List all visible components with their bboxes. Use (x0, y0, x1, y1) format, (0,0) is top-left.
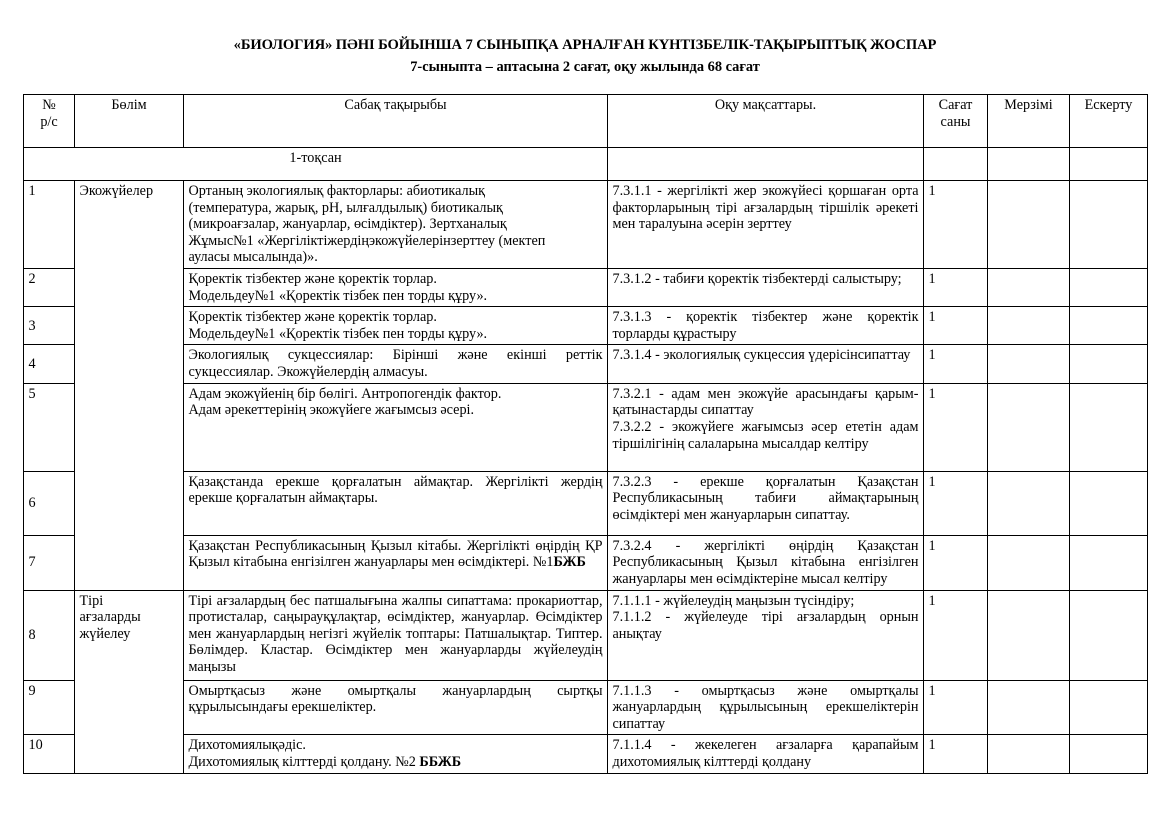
lesson-topic: Қазақстанда ерекше қорғалатын аймақтар. Жергілікті жердің ерекше қорғалатын аймақтары. (183, 471, 607, 535)
header-hours-line1: Сағат (938, 96, 973, 113)
header-number-line1: № (42, 96, 56, 113)
assessment-marker: БЖБ (553, 554, 586, 571)
lesson-topic: Тірі ағзалардың бес патшалығына жалпы сипаттама: прокариоттар, протисталар, саңырауқұлақтар, өсімдіктер, жануарлар. Өсімдіктер мен жануарлардың негізгі жүйелік топтары: Патшалықтар. Типтер. Бөлімдер. Кластар. Өсімдіктер мен жануарларды жүйелеудің маңызы (183, 590, 607, 680)
topic-line: Қоректік тізбектер және қоректік торлар. (188, 309, 437, 326)
row-number: 7 (23, 535, 74, 590)
row-number: 3 (23, 307, 74, 345)
table-row (23, 535, 1147, 590)
lesson-topic (183, 735, 607, 773)
quarter-objectives-cell (607, 147, 923, 180)
lesson-topic (183, 180, 607, 268)
note-cell (1069, 307, 1147, 345)
row-number: 10 (23, 735, 74, 773)
table-row (23, 471, 1147, 535)
note-cell (1069, 535, 1147, 590)
objective-line: 7.3.2.1 - адам мен экожүйе арасындағы қарым-қатынастарды сипаттау (612, 385, 919, 419)
row-number: 2 (23, 269, 74, 307)
hours-count: 1 (923, 269, 987, 307)
topic-line (189, 754, 603, 771)
section-line: Тірі (79, 592, 104, 609)
lesson-topic (183, 535, 607, 590)
hours-count: 1 (923, 590, 987, 680)
assessment-marker: ББЖБ (419, 753, 462, 770)
hours-count: 1 (923, 180, 987, 268)
header-cell-hours (923, 94, 987, 147)
calendar-thematic-plan-table (23, 94, 1148, 774)
term-cell (987, 383, 1069, 471)
note-cell (1069, 590, 1147, 680)
topic-line: Жұмыс№1 «Жергіліктіжердіңэкожүйелерінзерттеу (мектеп (188, 232, 546, 249)
lesson-topic: Омыртқасыз және омыртқалы жануарлардың сыртқы құрылысындағы ерекшеліктер. (183, 680, 607, 735)
topic-line-text: Дихотомиялық кілттерді қолдану. №2 (188, 753, 420, 770)
table-header-row (23, 94, 1147, 147)
header-cell-topic: Сабақ тақырыбы (183, 94, 607, 147)
quarter-hours-cell (923, 147, 987, 180)
lesson-topic (183, 269, 607, 307)
term-cell (987, 180, 1069, 268)
header-cell-note: Ескерту (1069, 94, 1147, 147)
table-row (23, 735, 1147, 773)
quarter-label: 1-тоқсан (23, 147, 607, 180)
topic-line: Модельдеу№1 «Қоректік тізбек пен торды құру». (188, 287, 488, 304)
learning-objectives (607, 590, 923, 680)
hours-count: 1 (923, 471, 987, 535)
section-line: жүйелеу (79, 625, 131, 642)
lesson-topic (183, 307, 607, 345)
hours-count: 1 (923, 680, 987, 735)
header-cell-number (23, 94, 74, 147)
header-hours-line2: саны (940, 113, 971, 130)
table-row (23, 345, 1147, 383)
header-number-line2: р/с (40, 113, 58, 130)
term-cell (987, 680, 1069, 735)
header-cell-objectives: Оқу мақсаттары. (607, 94, 923, 147)
table-row (23, 680, 1147, 735)
table-row (23, 383, 1147, 471)
hours-count: 1 (923, 345, 987, 383)
row-number: 5 (23, 383, 74, 471)
table-row (23, 307, 1147, 345)
row-number: 4 (23, 345, 74, 383)
topic-line: Адам әрекеттерінің экожүйеге жағымсыз әсері. (188, 402, 475, 419)
quarter-note-cell (1069, 147, 1147, 180)
table-row (23, 269, 1147, 307)
term-cell (987, 735, 1069, 773)
topic-line: Қазақстан Республикасының Қызыл кітабы. Жергілікті өңірдің ҚР Қызыл кітабына енгізілген жануарлары мен өсімдіктері. №1 (188, 537, 603, 571)
objective-line: 7.3.2.2 - экожүйеге жағымсыз әсер ететін адам тіршілігінің салаларына мысалдар келтіру (612, 418, 919, 452)
note-cell (1069, 180, 1147, 268)
topic-line: Қоректік тізбектер және қоректік торлар. (188, 271, 437, 288)
learning-objectives: 7.1.1.4 - жекелеген ағзаларға қарапайым дихотомиялық кілттерді қолдану (607, 735, 923, 773)
note-cell (1069, 269, 1147, 307)
topic-line: (температура, жарық, рН, ылғалдылық) биотикалық (188, 199, 503, 216)
row-number: 1 (23, 180, 74, 268)
hours-count: 1 (923, 535, 987, 590)
table-row (23, 590, 1147, 680)
term-cell (987, 471, 1069, 535)
topic-line: Адам экожүйенің бір бөлігі. Антропогендік фактор. (188, 385, 502, 402)
lesson-topic: Экологиялық сукцессиялар: Бірінші және екінші реттік сукцессиялар. Экожүйелердің алмасуы. (183, 345, 607, 383)
note-cell (1069, 345, 1147, 383)
topic-line: Модельдеу№1 «Қоректік тізбек пен торды құру». (188, 325, 488, 342)
topic-line: ауласы мысалында)». (188, 249, 318, 266)
header-cell-term: Мерзімі (987, 94, 1069, 147)
hours-count: 1 (923, 735, 987, 773)
section-cell-ecosystems: Экожүйелер (74, 180, 183, 590)
note-cell (1069, 735, 1147, 773)
note-cell (1069, 680, 1147, 735)
quarter-divider-row (23, 147, 1147, 180)
learning-objectives: 7.3.2.4 - жергілікті өңірдің Қазақстан Республикасының Қызыл кітабына енгізілген жануарлары мен өсімдіктеріне мысал келтіру (607, 535, 923, 590)
row-number: 9 (23, 680, 74, 735)
section-line: ағзаларды (79, 609, 141, 626)
section-cell-classification (74, 590, 183, 773)
learning-objectives: 7.1.1.3 - омыртқасыз және омыртқалы жануарлардың құрылысының ерекшеліктерін сипаттау (607, 680, 923, 735)
term-cell (987, 535, 1069, 590)
hours-count: 1 (923, 383, 987, 471)
term-cell (987, 590, 1069, 680)
term-cell (987, 345, 1069, 383)
note-cell (1069, 383, 1147, 471)
lesson-topic (183, 383, 607, 471)
document-title: «БИОЛОГИЯ» ПӘНІ БОЙЫНША 7 СЫНЫПҚА АРНАЛҒАН КҮНТІЗБЕЛІК-ТАҚЫРЫПТЫҚ ЖОСПАР (233, 37, 937, 53)
objective-line: 7.1.1.1 - жүйелеудің маңызын түсіндіру; (612, 592, 855, 609)
note-cell (1069, 471, 1147, 535)
topic-line: Ортаның экологиялық факторлары: абиотикалық (188, 182, 486, 199)
learning-objectives: 7.3.1.2 - табиғи қоректік тізбектерді салыстыру; (607, 269, 923, 307)
learning-objectives: 7.3.1.1 - жергілікті жер экожүйесі қоршаған орта факторларының тірі ағзалардың тіршілік әрекеті мен таралуына әсерін зерттеу (607, 180, 923, 268)
objective-line: 7.1.1.2 - жүйелеуде тірі ағзалардың орнын анықтау (612, 609, 919, 642)
quarter-term-cell (987, 147, 1069, 180)
row-number: 8 (23, 590, 74, 680)
learning-objectives: 7.3.1.3 - қоректік тізбектер және қоректік торларды құрастыру (607, 307, 923, 345)
row-number: 6 (23, 471, 74, 535)
learning-objectives (607, 383, 923, 471)
learning-objectives: 7.3.1.4 - экологиялық сукцессия үдерісінсипаттау (607, 345, 923, 383)
header-cell-section: Бөлім (74, 94, 183, 147)
learning-objectives: 7.3.2.3 - ерекше қорғалатын Қазақстан Республикасының табиғи аймақтарының өсімдіктері мен жануарларын сипаттау. (607, 471, 923, 535)
topic-line: (микроағзалар, жануарлар, өсімдіктер). Зертханалық (188, 216, 507, 233)
term-cell (987, 269, 1069, 307)
document-subtitle: 7-сыныпта – аптасына 2 сағат, оқу жылында 68 сағат (410, 59, 760, 76)
term-cell (987, 307, 1069, 345)
table-body (23, 147, 1147, 773)
topic-line: Дихотомиялықәдіс. (188, 737, 306, 754)
table-row (23, 180, 1147, 268)
hours-count: 1 (923, 307, 987, 345)
